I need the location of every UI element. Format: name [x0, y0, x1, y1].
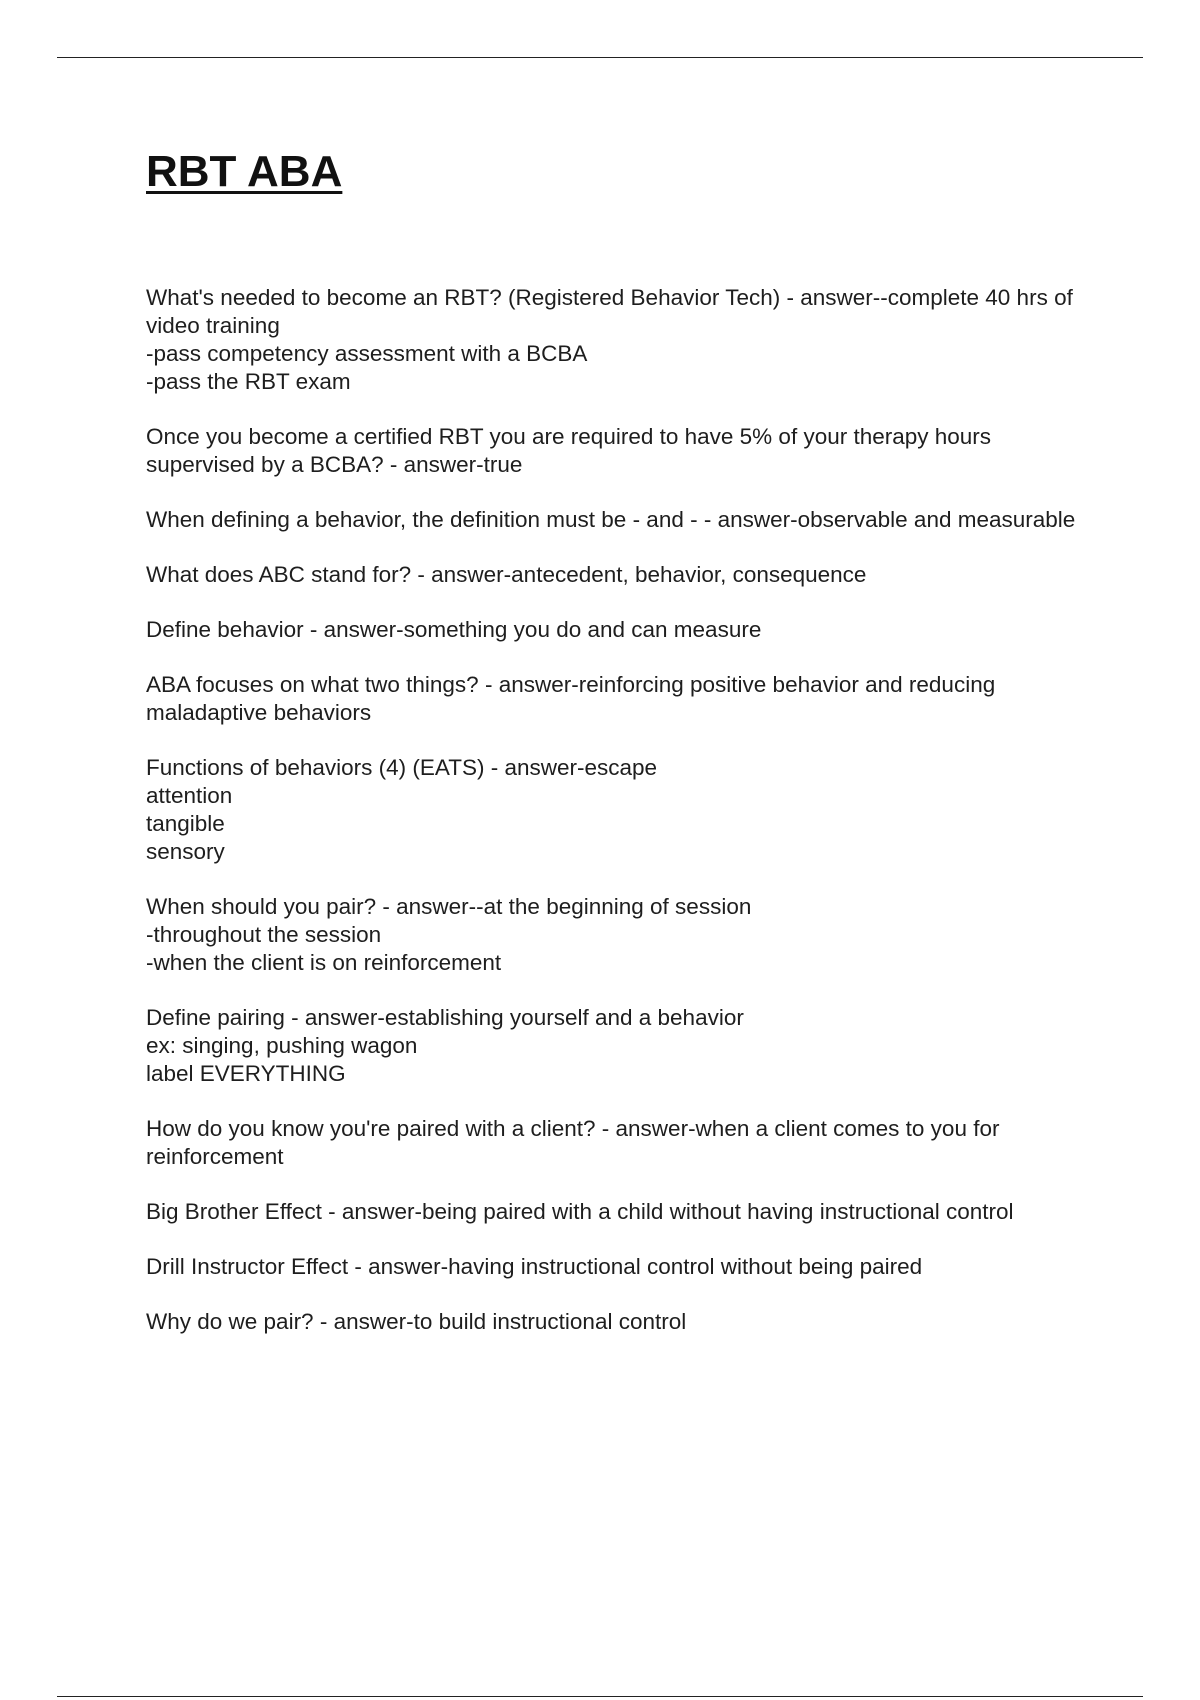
qa-item: When defining a behavior, the definition must be - and - - answer-observable and measurable: [146, 507, 1076, 532]
qa-list: [146, 284, 1091, 1363]
qa-item: Once you become a certified RBT you are required to have 5% of your therapy hours supervised by a BCBA? - answer-true: [146, 424, 998, 477]
qa-item: Why do we pair? - answer-to build instructional control: [146, 1309, 687, 1334]
qa-item: Big Brother Effect - answer-being paired with a child without having instructional control: [146, 1199, 1014, 1224]
qa-item: ABA focuses on what two things? - answer-reinforcing positive behavior and reducing maladaptive behaviors: [146, 672, 1002, 725]
bottom-divider: [57, 1696, 1143, 1697]
document-title: RBT ABA: [146, 147, 343, 196]
qa-item: What does ABC stand for? - answer-antecedent, behavior, consequence: [146, 562, 867, 587]
qa-item: Functions of behaviors (4) (EATS) - answer-escape attention tangible sensory: [146, 755, 658, 864]
qa-item: Define pairing - answer-establishing yourself and a behavior ex: singing, pushing wagon label EVERYTHING: [146, 1005, 744, 1086]
qa-item: What's needed to become an RBT? (Registered Behavior Tech) - answer--complete 40 hrs of video training -pass competency assessment with a BCBA -pass the RBT exam: [146, 285, 1073, 394]
top-divider: [57, 57, 1143, 58]
qa-item: When should you pair? - answer--at the beginning of session -throughout the session -when the client is on reinforcement: [146, 894, 752, 975]
qa-item: Drill Instructor Effect - answer-having instructional control without being paired: [146, 1254, 923, 1279]
qa-item: Define behavior - answer-something you do and can measure: [146, 617, 762, 642]
qa-item: How do you know you're paired with a client? - answer-when a client comes to you for reinforcement: [146, 1116, 1006, 1169]
